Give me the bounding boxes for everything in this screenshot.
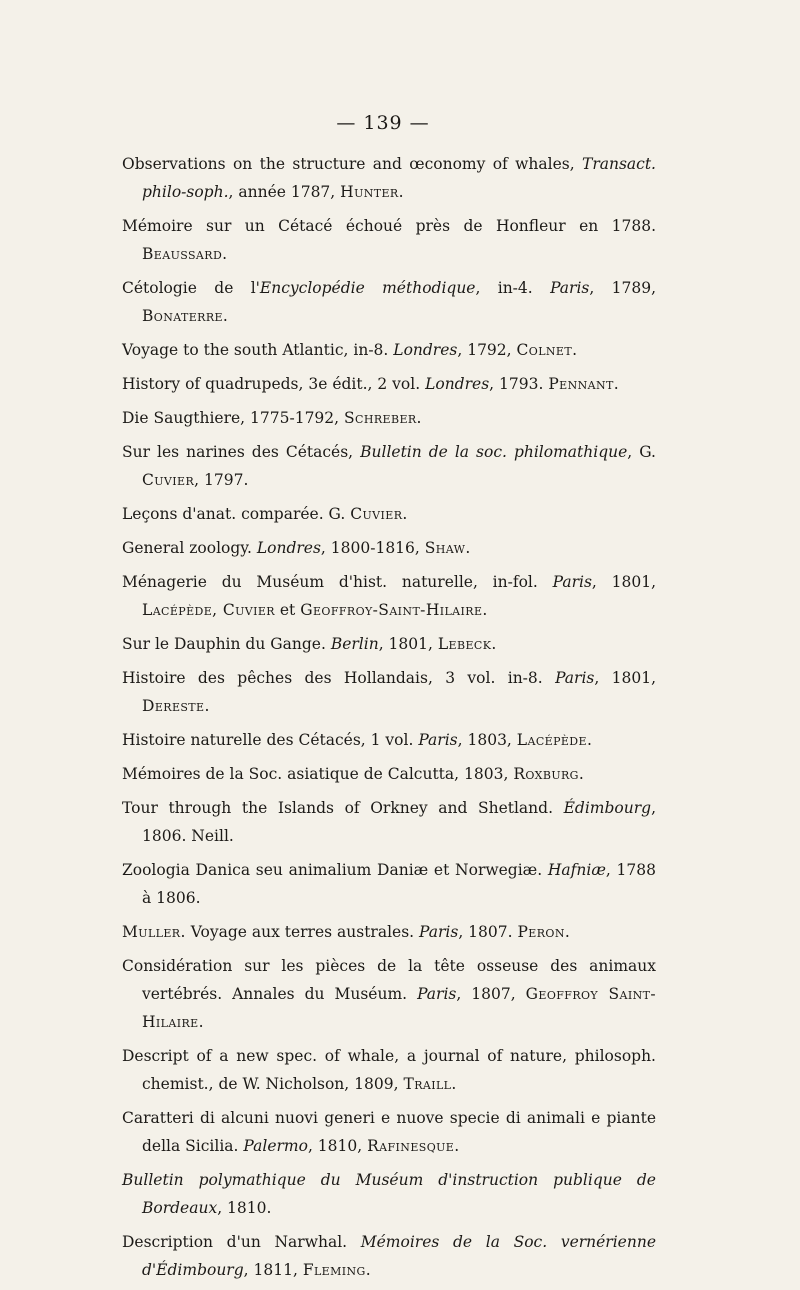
entry-text: , 1801, (591, 573, 656, 591)
author-name: Shaw. (424, 539, 471, 557)
entry-text: Description d'un Narwhal. (122, 1233, 361, 1251)
entry-text: Mémoire sur un Cétacé échoué près de Honfleur en 1788. (122, 217, 656, 235)
entry-text: , 1801, (378, 635, 438, 653)
bibliography-entry (122, 150, 656, 206)
entry-text: , 1793. (489, 375, 549, 393)
bibliography-entry (122, 370, 656, 398)
entry-text: , 1803, (457, 731, 517, 749)
entry-text: , 1797. (194, 471, 249, 489)
bibliography-entry (122, 212, 656, 268)
entry-text: , année 1787, (228, 183, 341, 201)
italic-title: Londres (425, 375, 490, 393)
entry-text: Die Saugthiere, 1775-1792, (122, 409, 345, 427)
bibliography-entry (122, 1042, 656, 1098)
author-name: Geoffroy-Saint-Hilaire. (300, 601, 488, 619)
author-name: Colnet. (516, 341, 578, 359)
entry-text: Descript of a new spec. of whale, a journal of nature, philosoph. chemist., de W. Nicholson, 1809, (122, 1047, 656, 1093)
bibliography-entry (122, 404, 656, 432)
entry-text: , in-4. (475, 279, 551, 297)
italic-title: Paris (555, 669, 595, 687)
entry-text: , 1810. (217, 1199, 272, 1217)
bibliography-entry (122, 568, 656, 624)
entry-text: , 1810, (307, 1137, 368, 1155)
italic-title: Paris (552, 573, 592, 591)
author-name: Cuvier (142, 471, 195, 489)
italic-title: Encyclopédie méthodique (259, 279, 476, 297)
bibliography-list (122, 150, 656, 1290)
author-name: Hunter. (340, 183, 404, 201)
entry-text: Histoire naturelle des Cétacés, 1 vol. (122, 731, 419, 749)
italic-title: Bulletin de la soc. philomathique (360, 443, 628, 461)
entry-text: Voyage aux terres australes. (185, 923, 420, 941)
entry-text: , 1807. (458, 923, 518, 941)
author-name: Traill. (403, 1075, 457, 1093)
entry-text: , 1800-1816, (320, 539, 425, 557)
bibliography-entry (122, 500, 656, 528)
author-name: Schreber. (344, 409, 422, 427)
author-name: Geoffroy Saint-Hilaire. (142, 985, 656, 1031)
bibliography-entry (122, 794, 656, 850)
italic-title: Berlin (330, 635, 379, 653)
bibliography-entry (122, 1228, 656, 1284)
italic-title: Édimbourg (563, 799, 652, 817)
entry-text: , 1792, (457, 341, 517, 359)
entry-text: , 1801, (594, 669, 657, 687)
italic-title: Paris (419, 923, 459, 941)
bibliography-entry (122, 1166, 656, 1222)
entry-text: Observations on the structure and œconomy of whales, (122, 155, 582, 173)
author-name: Peron. (517, 923, 571, 941)
bibliography-entry (122, 856, 656, 912)
entry-text: Cétologie de l' (122, 279, 260, 297)
italic-title: Bulletin polymathique du Muséum d'instruction publique de Bordeaux (122, 1171, 656, 1217)
author-name: Lebeck. (437, 635, 497, 653)
entry-text: , 1806. Neill. (142, 799, 656, 845)
entry-text: History of quadrupeds, 3e édit., 2 vol. (122, 375, 426, 393)
page-number: — 139 — (336, 112, 430, 134)
entry-text: Tour through the Islands of Orkney and Shetland. (122, 799, 564, 817)
author-name: Lacépède. (516, 731, 593, 749)
bibliography-entry (122, 726, 656, 754)
author-name: Fleming. (302, 1261, 372, 1279)
entry-text: Histoire des pêches des Hollandais, 3 vol. in-8. (122, 669, 556, 687)
bibliography-entry (122, 664, 656, 720)
italic-title: Londres (256, 539, 321, 557)
author-name: Beaussard. (142, 245, 228, 263)
entry-text: , 1807, (456, 985, 526, 1003)
author-name: Cuvier. (350, 505, 408, 523)
bibliography-entry (122, 274, 656, 330)
author-name: Roxburg. (513, 765, 585, 783)
entry-text: , 1811, (243, 1261, 303, 1279)
entry-text: Leçons d'anat. comparée. G. (122, 505, 351, 523)
entry-text: Caratteri di alcuni nuovi generi e nuove specie di animali e piante della Sicilia. (122, 1109, 656, 1155)
entry-text: , 1789, (589, 279, 656, 297)
author-name: Dereste. (142, 697, 210, 715)
entry-text: Considération sur les pièces de la tête osseuse des animaux vertébrés. Annales du Muséum. (122, 957, 656, 1003)
italic-title: Paris (418, 731, 458, 749)
entry-text: Sur le Dauphin du Gange. (122, 635, 331, 653)
italic-title: Mémoires de la Soc. vernérienne d'Édimbourg (142, 1233, 656, 1279)
entry-text: General zoology. (122, 539, 257, 557)
italic-title: Transact. philo-soph. (142, 155, 656, 201)
italic-title: Paris (417, 985, 457, 1003)
entry-text: Mémoires de la Soc. asiatique de Calcutta, 1803, (122, 765, 514, 783)
bibliography-entry (122, 336, 656, 364)
entry-text: , 1788 à 1806. (142, 861, 656, 907)
bibliography-entry (122, 630, 656, 658)
bibliography-entry (122, 438, 656, 494)
entry-text: Voyage to the south Atlantic, in-8. (122, 341, 394, 359)
italic-title: Palermo (243, 1137, 308, 1155)
italic-title: Hafniæ (547, 861, 606, 879)
bibliography-entry (122, 952, 656, 1036)
entry-text: Zoologia Danica seu animalium Daniæ et Norwegiæ. (122, 861, 548, 879)
italic-title: Paris (550, 279, 590, 297)
author-name: Bonaterre. (142, 307, 229, 325)
italic-title: Londres (393, 341, 458, 359)
author-name: Pennant. (548, 375, 620, 393)
entry-text: , G. (627, 443, 656, 461)
bibliography-entry (122, 1104, 656, 1160)
author-name: Lacépède, Cuvier (142, 601, 275, 619)
entry-text: et (274, 601, 301, 619)
bibliography-entry (122, 760, 656, 788)
entry-text: Sur les narines des Cétacés, (122, 443, 361, 461)
author-name: Muller. (122, 923, 186, 941)
entry-text: Ménagerie du Muséum d'hist. naturelle, in-fol. (122, 573, 553, 591)
bibliography-entry (122, 534, 656, 562)
author-name: Rafinesque. (367, 1137, 460, 1155)
bibliography-entry (122, 918, 656, 946)
